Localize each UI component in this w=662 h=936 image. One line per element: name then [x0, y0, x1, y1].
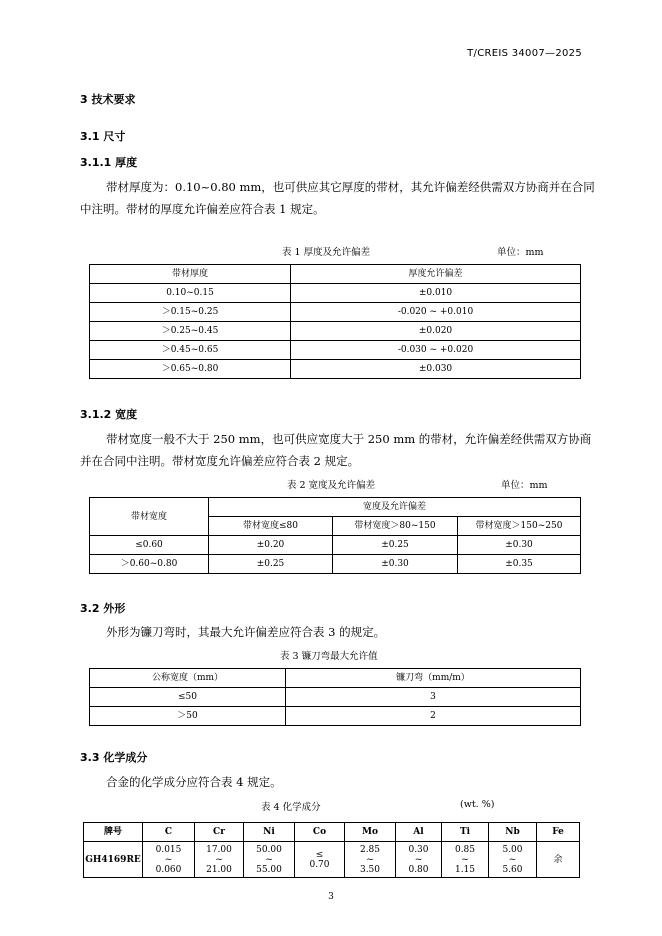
table-header-cell: Co [295, 823, 345, 842]
table-cell: ＞0.45~0.65 [90, 341, 291, 360]
table-cell: ＞0.60~0.80 [90, 555, 209, 574]
table-cell: ±0.20 [209, 536, 333, 555]
table-header-cell: Nb [489, 823, 537, 842]
table2-width [89, 497, 581, 574]
nb-range-cell [489, 842, 537, 878]
table2-caption: 表 2 宽度及允许偏差 [287, 480, 376, 491]
co-le: ≤ [315, 849, 324, 860]
section-3-3-title: 3.3 化学成分 [80, 751, 148, 764]
table-header-cell: 带材宽度 [90, 498, 209, 536]
grade-cell: GH4169RE [84, 842, 143, 878]
table4-unit: (wt. %) [460, 799, 495, 810]
table-header-cell: 带材宽度＞150~250 [458, 517, 581, 536]
co-max: 0.70 [309, 859, 330, 870]
width-paragraph-line1: 带材宽度一般不大于 250 mm，也可供应宽度大于 250 mm 的带材，允许偏差经供需双方协商 [106, 432, 592, 446]
table-row [90, 707, 581, 726]
table-cell: ＞0.25~0.45 [90, 322, 291, 341]
table-cell: 2 [286, 707, 581, 726]
ni-range-cell [244, 842, 295, 878]
table-row [84, 842, 580, 878]
ti-min: 0.85 [454, 844, 476, 855]
table-cell: ±0.010 [291, 284, 581, 303]
nb-sep: ~ [508, 854, 517, 865]
shape-paragraph: 外形为镰刀弯时，其最大允许偏差应符合表 3 的规定。 [106, 625, 386, 639]
table-cell: -0.020 ~ +0.010 [291, 303, 581, 322]
cr-max: 21.00 [206, 864, 232, 875]
table-header-cell: 带材宽度≤80 [209, 517, 333, 536]
table-header-cell: Ni [244, 823, 295, 842]
table-cell: 0.10~0.15 [90, 284, 291, 303]
al-sep: ~ [414, 854, 423, 865]
mo-sep: ~ [366, 854, 374, 865]
table-header-row [90, 265, 581, 284]
ni-sep: ~ [265, 854, 273, 865]
nb-min: 5.00 [502, 844, 523, 855]
table-row [90, 360, 581, 379]
table-header-cell: Cr [195, 823, 244, 842]
table-header-row [90, 498, 581, 517]
table-header-cell: C [143, 823, 195, 842]
al-max: 0.80 [408, 864, 429, 875]
page-number: 3 [328, 892, 334, 902]
table-cell: ±0.30 [458, 536, 581, 555]
table-header-cell: 厚度允许偏差 [291, 265, 581, 284]
c-min: 0.015 [155, 844, 182, 855]
section-3-title: 3 技术要求 [80, 93, 136, 106]
al-min: 0.30 [408, 844, 429, 855]
mo-range-cell [345, 842, 396, 878]
mo-min: 2.85 [359, 844, 381, 855]
c-range-cell [143, 842, 195, 878]
table4-chemical-composition [83, 822, 580, 878]
thickness-paragraph-line1: 带材厚度为：0.10~0.80 mm，也可供应其它厚度的带材，其允许偏差经供需双方协商并在合同 [106, 180, 595, 194]
table-row [90, 536, 581, 555]
table-cell: ＞50 [90, 707, 286, 726]
c-sep: ~ [164, 854, 173, 865]
nb-max: 5.60 [502, 864, 523, 875]
table-cell: ±0.25 [333, 536, 458, 555]
co-range-cell [295, 842, 345, 878]
mo-max: 3.50 [359, 864, 381, 875]
table-header-cell: Ti [442, 823, 489, 842]
c-max: 0.060 [155, 864, 182, 875]
table-cell: ±0.30 [333, 555, 458, 574]
table-header-row [84, 823, 580, 842]
table-row [90, 303, 581, 322]
table-header-cell: 带材厚度 [90, 265, 291, 284]
table-cell: ≤50 [90, 688, 286, 707]
cr-sep: ~ [215, 854, 223, 865]
table3-caption: 表 3 镰刀弯最大允许值 [280, 651, 378, 662]
fe-cell: 余 [537, 842, 580, 878]
table-cell: ±0.020 [291, 322, 581, 341]
table-header-cell: Fe [537, 823, 580, 842]
table-row [90, 555, 581, 574]
table-cell: ±0.030 [291, 360, 581, 379]
section-3-2-title: 3.2 外形 [80, 602, 126, 615]
table-row [90, 322, 581, 341]
table3-camber [89, 668, 581, 726]
table-header-cell: 带材宽度＞80~150 [333, 517, 458, 536]
width-paragraph-line2: 并在合同中注明。带材宽度允许偏差应符合表 2 规定。 [80, 454, 360, 468]
section-3-1-title: 3.1 尺寸 [80, 130, 126, 143]
al-range-cell [396, 842, 442, 878]
cr-min: 17.00 [206, 844, 232, 855]
table-cell: ≤0.60 [90, 536, 209, 555]
table-group-header: 宽度及允许偏差 [209, 498, 581, 517]
ti-range-cell [442, 842, 489, 878]
table1-caption: 表 1 厚度及允许偏差 [282, 247, 371, 258]
table-row [90, 341, 581, 360]
table-cell: ＞0.15~0.25 [90, 303, 291, 322]
table-header-cell: 公称宽度（mm） [90, 669, 286, 688]
table-header-cell: 镰刀弯（mm/m） [286, 669, 581, 688]
table-cell: -0.030 ~ +0.020 [291, 341, 581, 360]
table-header-cell: Al [396, 823, 442, 842]
section-3-1-1-title: 3.1.1 厚度 [80, 156, 138, 169]
table-cell: ±0.25 [209, 555, 333, 574]
table-header-cell: 牌号 [84, 823, 143, 842]
table2-unit: 单位：mm [501, 480, 548, 491]
ni-max: 55.00 [256, 864, 282, 875]
table1-thickness [89, 264, 581, 379]
cr-range-cell [195, 842, 244, 878]
table4-caption: 表 4 化学成分 [261, 802, 321, 813]
document-id: T/CREIS 34007—2025 [467, 48, 582, 59]
table-row [90, 688, 581, 707]
ti-max: 1.15 [454, 864, 476, 875]
table-cell: ±0.35 [458, 555, 581, 574]
section-3-1-2-title: 3.1.2 宽度 [80, 408, 138, 421]
table-header-row [90, 669, 581, 688]
ni-min: 50.00 [256, 844, 282, 855]
table-header-cell: Mo [345, 823, 396, 842]
chemistry-paragraph: 合金的化学成分应符合表 4 规定。 [106, 775, 282, 789]
table-row [90, 284, 581, 303]
thickness-paragraph-line2: 中注明。带材的厚度允许偏差应符合表 1 规定。 [80, 202, 325, 216]
table-cell: ＞0.65~0.80 [90, 360, 291, 379]
table-cell: 3 [286, 688, 581, 707]
table1-unit: 单位：mm [497, 247, 544, 258]
ti-sep: ~ [461, 854, 469, 865]
